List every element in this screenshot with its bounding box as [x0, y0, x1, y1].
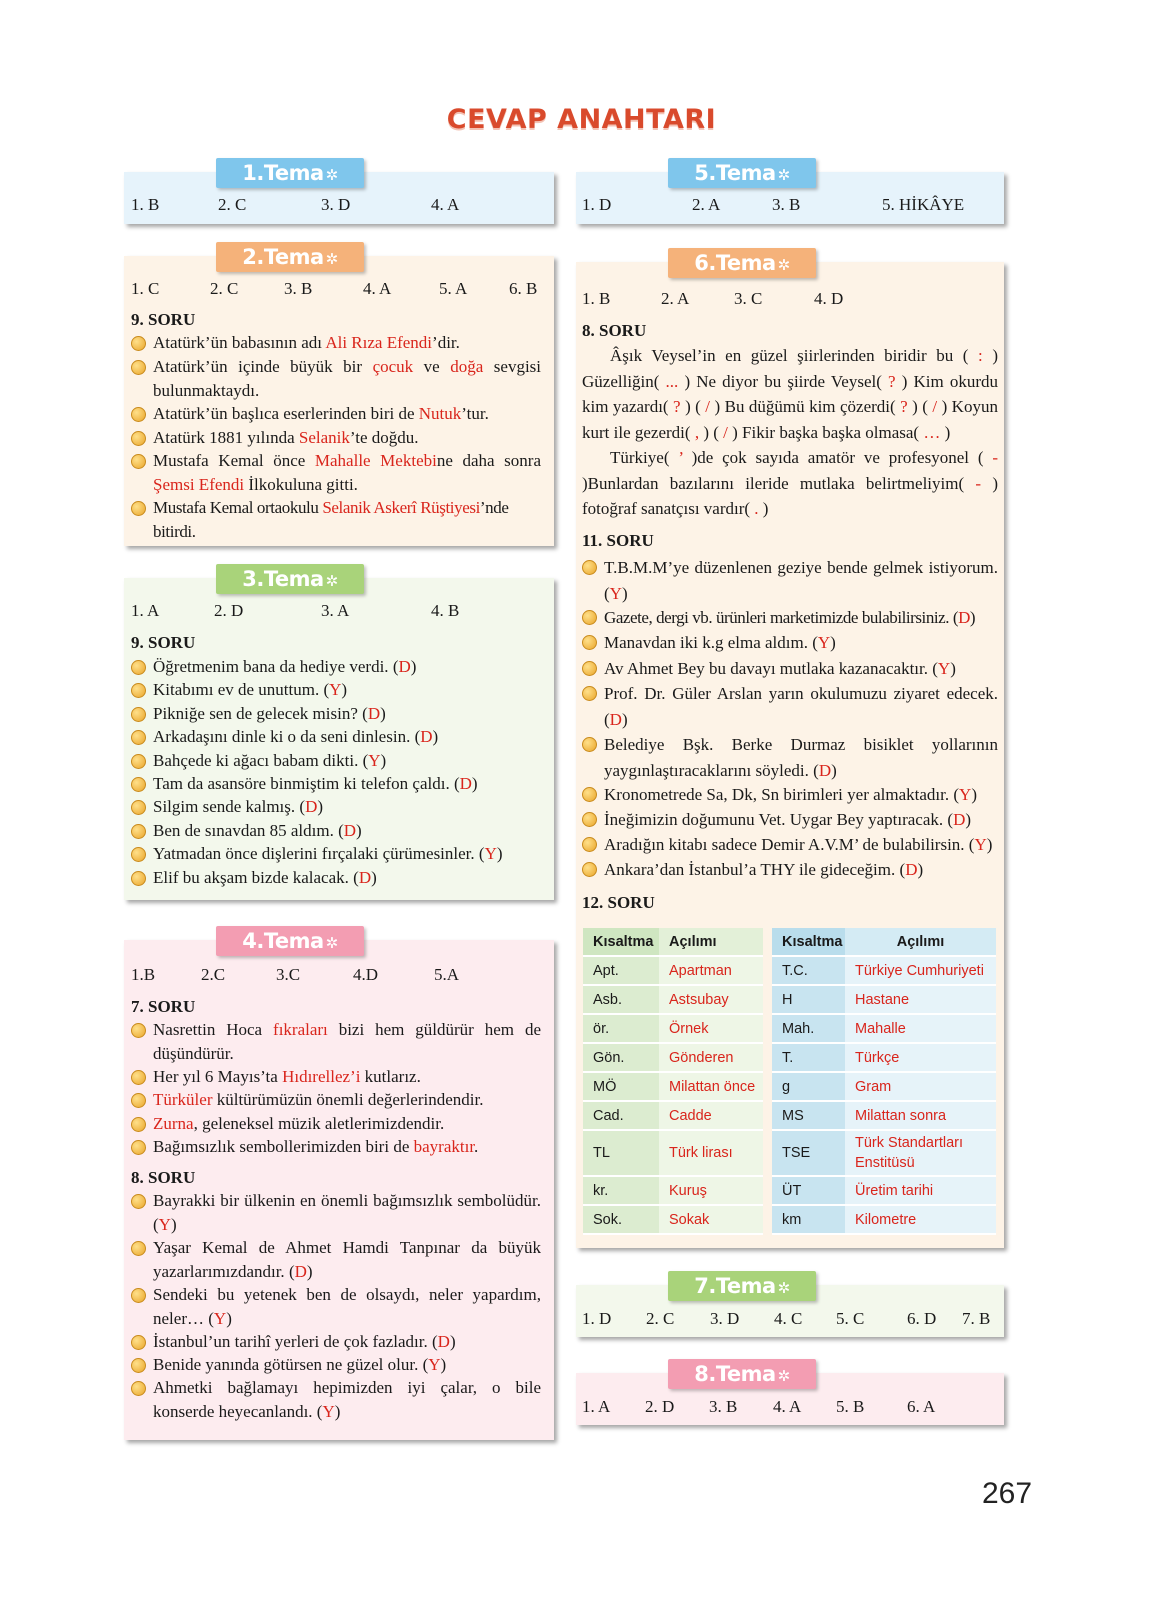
question-title: 8. SORU: [582, 321, 647, 340]
tema7-tag: 7.Tema ✲: [668, 1271, 816, 1301]
question-title: 9. SORU: [131, 310, 196, 329]
answer: 4. B: [431, 601, 460, 620]
tema1-tag: 1.Tema ✲: [216, 158, 364, 188]
list-item: Gazete, dergi vb. ürünleri marketimizde bulabilirsiniz. (D): [580, 605, 1000, 631]
answer: 1. A: [582, 1397, 611, 1416]
list-item: Atatürk’ün içinde büyük bir çocuk ve doğa sevgisi bulunmaktaydı.: [129, 355, 541, 402]
answer: 3. B: [284, 279, 313, 298]
list-item: Atatürk’ün başlıca eserlerinden biri de Nutuk’tur.: [129, 402, 541, 426]
list-item: Tam da asansöre binmiştim ki telefon çaldı. (D): [129, 772, 478, 796]
tema2-label: 2.Tema: [242, 245, 324, 269]
answer: 1. B: [582, 289, 611, 308]
list-item: Bahçede ki ağacı babam dikti. (Y): [129, 749, 386, 773]
question-title: 12. SORU: [582, 893, 655, 912]
answer: 5.A: [434, 965, 460, 984]
list-item: Manavdan iki k.g elma aldım. (Y): [580, 630, 836, 656]
tema6-box: [576, 251, 1004, 1248]
list-item: Mustafa Kemal ortaokulu Selanik Askerî Rüştiyesi’nde bitirdi.: [129, 496, 541, 543]
answer: 3. C: [734, 289, 763, 308]
answer: 5. A: [439, 279, 468, 298]
list-item: Türküler kültürümüzün önemli değerlerindendir.: [129, 1088, 483, 1112]
tema4-tag: 4.Tema ✲: [216, 926, 364, 956]
list-item: Ben de sınavdan 85 aldım. (D): [129, 819, 362, 843]
answer: 4. A: [363, 279, 392, 298]
list-item: Yaşar Kemal de Ahmet Hamdi Tanpınar da büyük yazarlarımızdandır. (D): [129, 1236, 541, 1283]
answer: 6. B: [509, 279, 538, 298]
list-item: Arkadaşını dinle ki o da seni dinlesin. (D): [129, 725, 438, 749]
answer: 3. D: [710, 1309, 740, 1328]
list-item: Atatürk’ün babasının adı Ali Rıza Efendi’dir.: [129, 331, 541, 355]
tema2-box: [124, 245, 554, 546]
tema4-label: 4.Tema: [242, 929, 324, 953]
answer: 1. A: [131, 601, 160, 620]
tema1-label: 1.Tema: [242, 161, 324, 185]
answer: 5. C: [836, 1309, 865, 1328]
punctuation-paragraph: Âşık Veysel’in en güzel şiirlerinden biridir bu ( : ) Güzelliğin( ... ) Ne diyor bu şiirde Veysel( ? ) Kim okurdu kim yazardı( ? ) ( / ) Bu düğümü kim çözerdi( ? ) ( / ) Koyun kurt ile gezerdi( , ) ( / ) Fikir başka başka olmasa( … ): [582, 346, 999, 442]
tema6-label: 6.Tema: [694, 251, 776, 275]
page-title: CEVAP ANAHTARI: [446, 104, 717, 135]
answer: 1. D: [582, 195, 612, 214]
answer: 4. A: [431, 195, 460, 214]
answer: 7. B: [962, 1309, 991, 1328]
list-item: Ankara’dan İstanbul’a THY ile gideceğim. (D): [580, 857, 923, 883]
answer: 2. C: [210, 279, 239, 298]
tema8-label: 8.Tema: [694, 1362, 776, 1386]
tema5-box: [576, 161, 1004, 224]
list-item: Av Ahmet Bey bu davayı mutlaka kazanacaktır. (Y): [580, 656, 956, 682]
tema3-box: [124, 567, 554, 900]
tema6-tag: 6.Tema ✲: [668, 248, 816, 278]
tema1-box: [124, 161, 554, 224]
table-header: Açılımı: [845, 928, 996, 957]
list-item: Elif bu akşam bizde kalacak. (D): [129, 866, 377, 890]
answer: 3.C: [276, 965, 301, 984]
tema2-tag: 2.Tema ✲: [216, 242, 364, 272]
tema3-tag: 3.Tema ✲: [216, 564, 364, 594]
list-item: Atatürk 1881 yılında Selanik’te doğdu.: [129, 426, 541, 450]
answer: 1.B: [131, 965, 156, 984]
answer: 2. D: [645, 1397, 675, 1416]
question-title: 7. SORU: [131, 997, 196, 1016]
answer: 5. HİKÂYE: [882, 195, 965, 214]
punctuation-paragraph-2: Türkiye( ’ )de çok sayıda amatör ve profesyonel ( - )Bunlardan bazılarını ileride mutlaka belirtmeliyim( - ) fotoğraf sanatçısı vardır( . ): [582, 448, 998, 518]
tema7-box: [576, 1274, 1004, 1337]
list-item: Bağımsızlık sembollerimizden biri de bayraktır.: [129, 1135, 478, 1159]
tema8-tag: 8.Tema ✲: [668, 1359, 816, 1389]
list-item: Mustafa Kemal önce Mahalle Mektebine daha sonra Şemsi Efendi İlkokuluna gitti.: [129, 449, 541, 496]
list-item: Sendeki bu yetenek ben de olsaydı, neler yapardım, neler… (Y): [129, 1283, 541, 1330]
table-header: Kısaltma: [772, 928, 845, 957]
tema8-box: [576, 1362, 1004, 1425]
list-item: Her yıl 6 Mayıs’ta Hıdırellez’i kutlarız.: [129, 1065, 421, 1089]
tema5-tag: 5.Tema ✲: [668, 158, 816, 188]
answer: 2. A: [661, 289, 690, 308]
list-item: Yatmadan önce dişlerini fırçalaki çürümesinler. (Y): [129, 842, 503, 866]
table-header: Açılımı: [659, 928, 763, 957]
list-item: Ahmetki bağlamayı hepimizden iyi çalar, o bile konserde heyecanlandı. (Y): [129, 1376, 541, 1423]
list-item: Benide yanında götürsen ne güzel olur. (Y): [129, 1353, 446, 1377]
tema7-label: 7.Tema: [694, 1274, 776, 1298]
list-item: Nasrettin Hoca fıkraları bizi hem güldürür hem de düşündürür.: [129, 1018, 541, 1065]
list-item: İstanbul’un tarihî yerleri de çok fazladır. (D): [129, 1330, 456, 1354]
list-item: Kronometrede Sa, Dk, Sn birimleri yer almaktadır. (Y): [580, 782, 977, 808]
list-item: Silgim sende kalmış. (D): [129, 795, 323, 819]
question-title: 11. SORU: [582, 531, 654, 550]
answer: 3. A: [321, 601, 350, 620]
answer: 4. C: [774, 1309, 803, 1328]
list-item: Öğretmenim bana da hediye verdi. (D): [129, 655, 416, 679]
answer: 2. A: [692, 195, 721, 214]
list-item: Zurna, geleneksel müzik aletlerimizdendir.: [129, 1112, 444, 1136]
answer: 5. B: [836, 1397, 865, 1416]
answer: 3. D: [321, 195, 351, 214]
abbreviation-table-left: Kısaltma Açılımı Apt. Apartman Asb. Astsubay ör. Örnek Gön. Gönderen MÖ Milattan önce Cad. Cadde TL Türk lirası kr. Kuruş Sok. Sokak: [583, 928, 763, 1235]
answer: 1. B: [131, 195, 160, 214]
question-title: 9. SORU: [131, 633, 196, 652]
tema5-label: 5.Tema: [694, 161, 776, 185]
answer: 2.C: [201, 965, 226, 984]
list-item: Bayrakki bir ülkenin en önemli bağımsızlık sembolüdür. (Y): [129, 1189, 541, 1236]
answer: 3. B: [709, 1397, 738, 1416]
answer: 2. C: [646, 1309, 675, 1328]
page-number: 267: [982, 1477, 1033, 1510]
tema4-box: [124, 929, 554, 1440]
list-item: T.B.M.M’ye düzenlenen geziye bende gelmek istiyorum. (Y): [580, 555, 998, 606]
abbreviation-table-right: Kısaltma Açılımı T.C. Türkiye Cumhuriyeti H Hastane Mah. Mahalle T. Türkçe g Gram MS Milattan sonra TSE Türk Standartları Enstitüsü ÜT Üretim tarihi km Kilometre: [772, 928, 996, 1235]
answer: 3. B: [772, 195, 801, 214]
list-item: Aradığın kitabı sadece Demir A.V.M’ de bulabilirsin. (Y): [580, 832, 992, 858]
answer: 4.D: [353, 965, 379, 984]
answer: 2. C: [218, 195, 247, 214]
answer: 6. A: [907, 1397, 936, 1416]
answer: 2. D: [214, 601, 244, 620]
answer: 6. D: [907, 1309, 937, 1328]
list-item: Pikniğe sen de gelecek misin? (D): [129, 702, 386, 726]
question-title: 8. SORU: [131, 1168, 196, 1187]
list-item: Belediye Bşk. Berke Durmaz bisiklet yollarının yaygınlaştıracaklarını söyledi. (D): [580, 732, 998, 783]
list-item: İneğimizin doğumunu Vet. Uygar Bey yaptıracak. (D): [580, 807, 971, 833]
table-header: Kısaltma: [583, 928, 659, 957]
answer: 1. C: [131, 279, 160, 298]
list-item: Prof. Dr. Güler Arslan yarın okulumuzu ziyaret edecek. (D): [580, 681, 998, 732]
list-item: Kitabımı ev de unuttum. (Y): [129, 678, 347, 702]
answer: 4. D: [814, 289, 844, 308]
tema3-label: 3.Tema: [242, 567, 324, 591]
answer: 1. D: [582, 1309, 612, 1328]
answer: 4. A: [773, 1397, 802, 1416]
